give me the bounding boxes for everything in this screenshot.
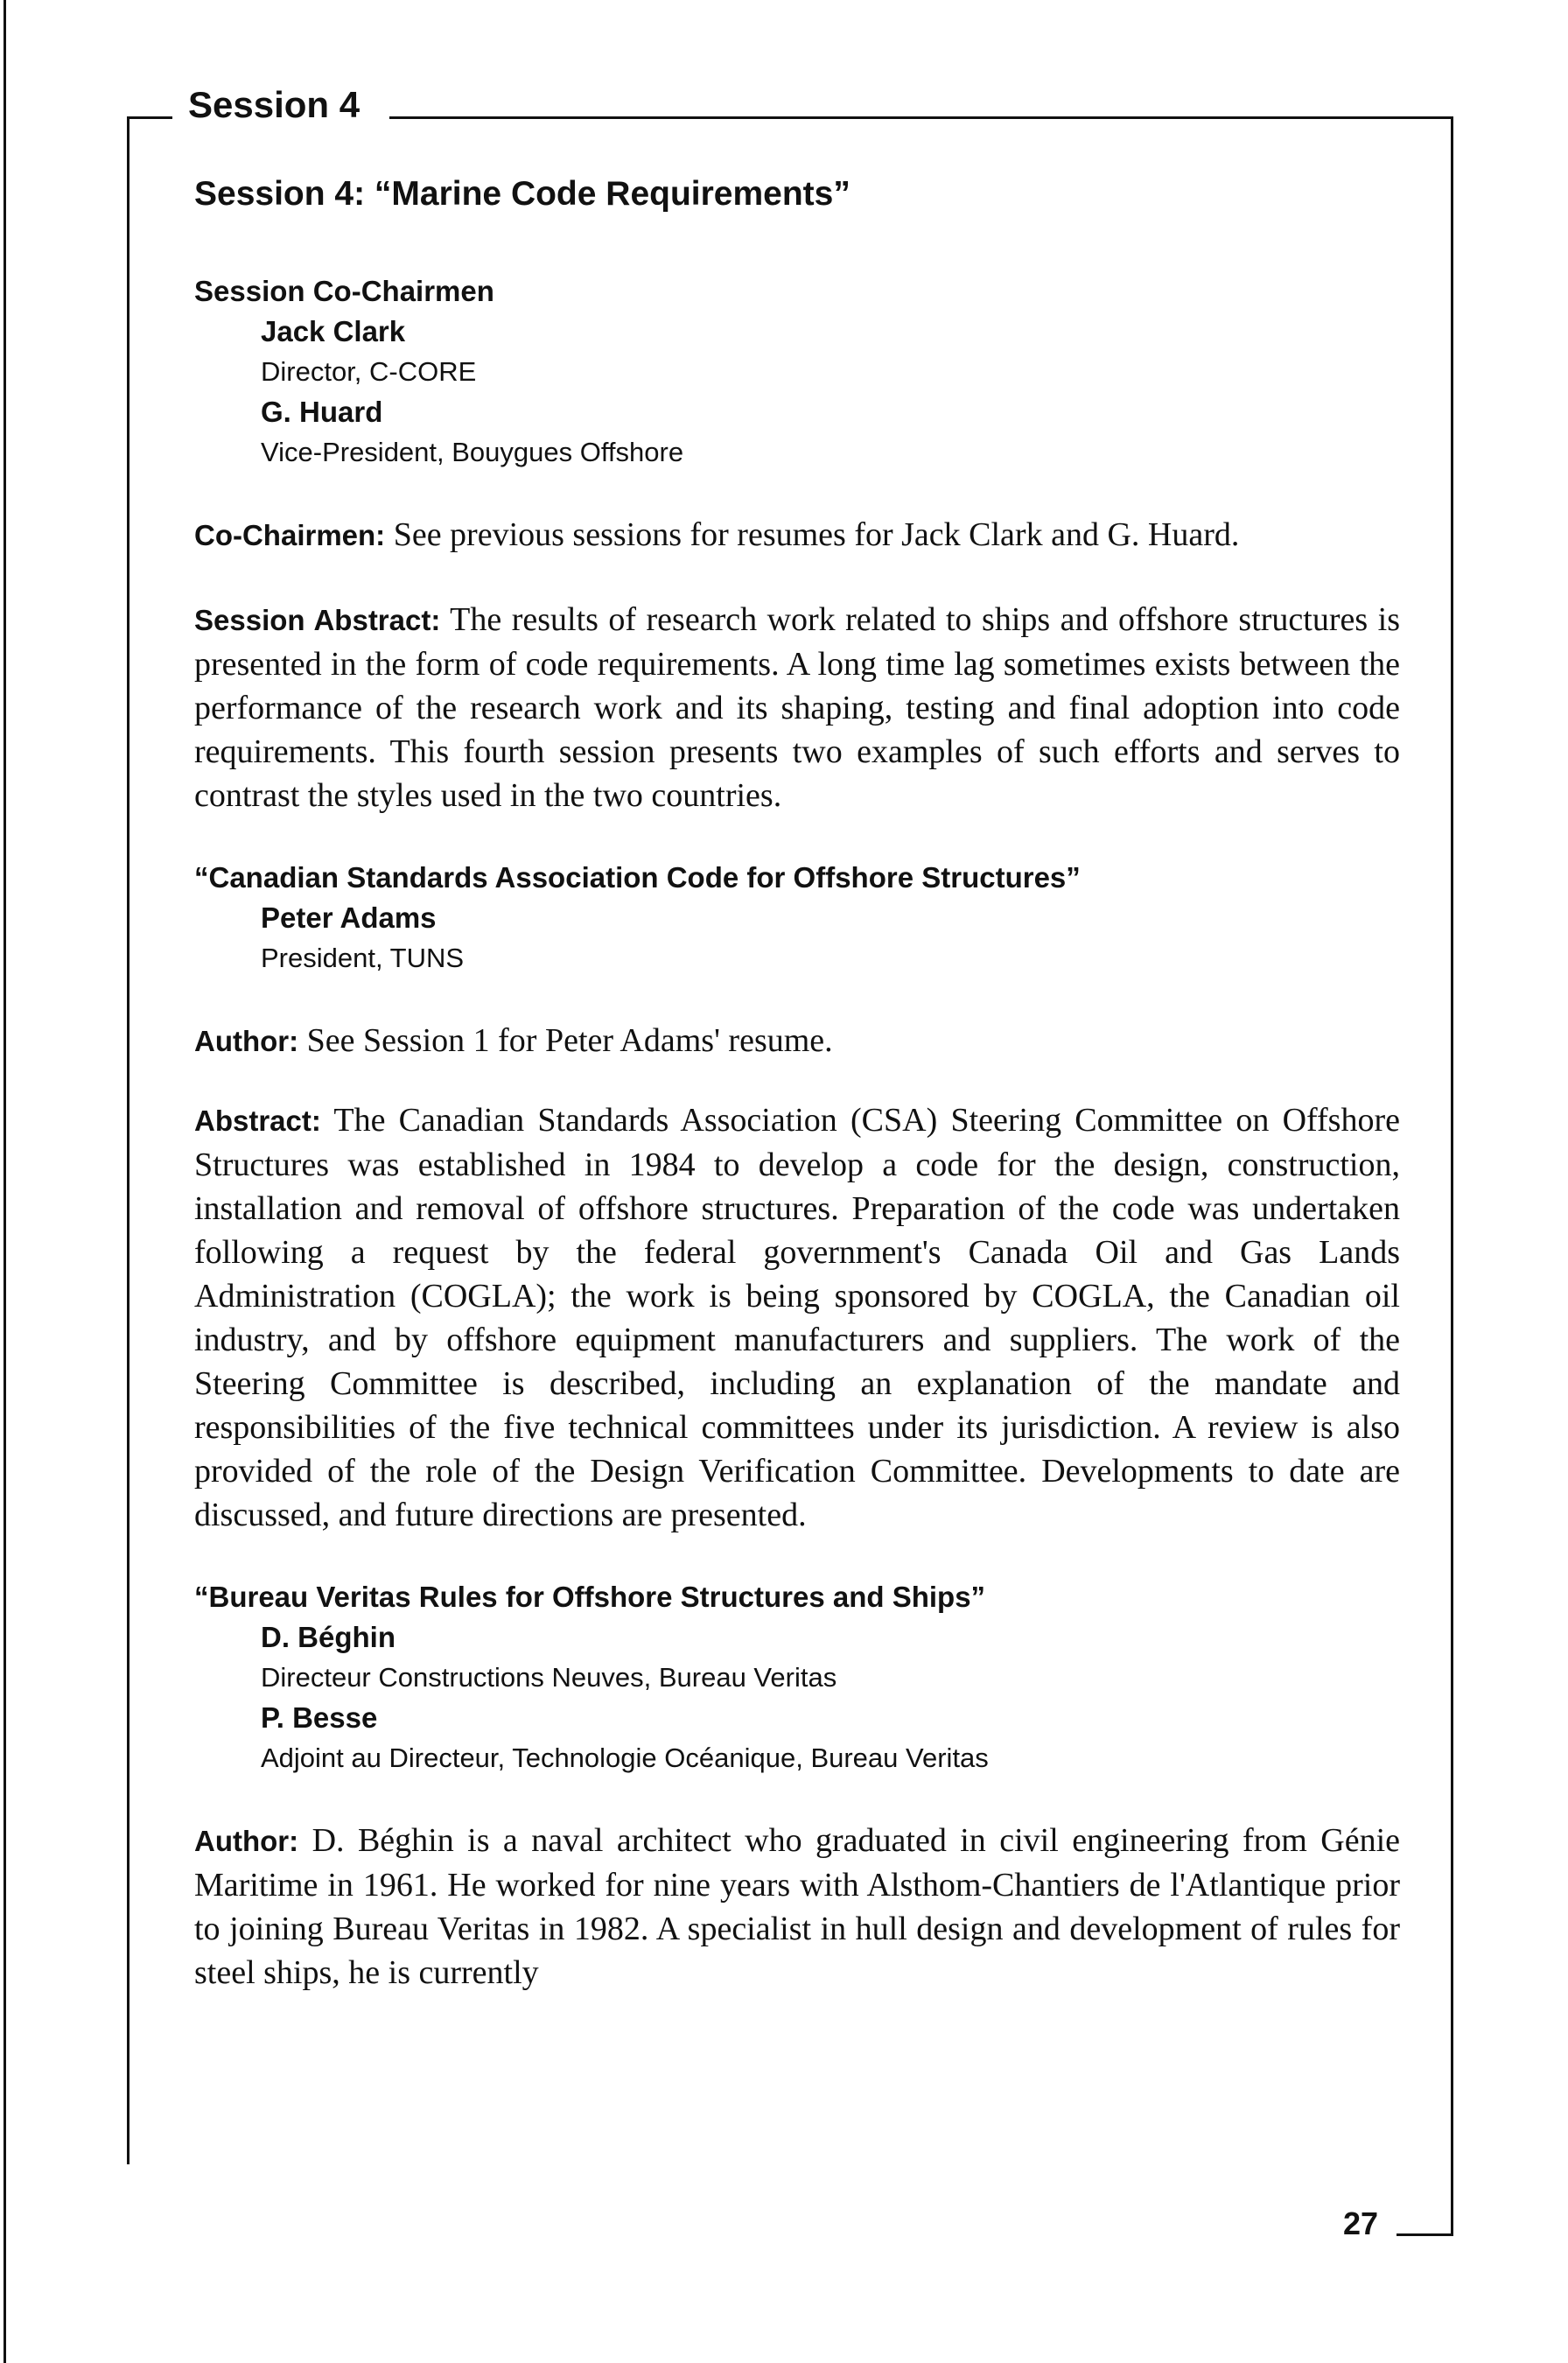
frame-top-right-line [389, 116, 1452, 119]
abstract-label: Abstract: [194, 1104, 321, 1137]
chair-name: G. Huard [261, 396, 383, 428]
session-abstract-label: Session Abstract: [194, 604, 441, 636]
paper-2-author-role: Adjoint au Directeur, Technologie Océanique, Bureau Veritas [261, 1742, 989, 1773]
session-header-label: Session 4 [188, 84, 360, 125]
co-chairs-block [194, 271, 1400, 473]
paper-1-title: “Canadian Standards Association Code for Offshore Structures” [194, 861, 1081, 894]
chair-role: Vice-President, Bouygues Offshore [261, 437, 684, 467]
frame-top-left-line [127, 116, 172, 119]
chair-name: Jack Clark [261, 315, 406, 347]
co-chairmen-note [194, 513, 1400, 557]
co-chairmen-text: See previous sessions for resumes for Jack Clark and G. Huard. [393, 516, 1240, 553]
paper-2-author-name: D. Béghin [261, 1621, 396, 1653]
chair-role: Director, C-CORE [261, 356, 477, 387]
co-chairs-heading: Session Co-Chairmen [194, 275, 494, 307]
author-text: See Session 1 for Peter Adams' resume. [306, 1022, 833, 1059]
session-abstract [194, 598, 1400, 817]
paper-2 [194, 1577, 1400, 1995]
page-number: 27 [1343, 2205, 1379, 2241]
paper-1 [194, 858, 1400, 1537]
page-edge-line [4, 0, 6, 2363]
paper-1-author-note [194, 1019, 1400, 1063]
paper-2-author-name: P. Besse [261, 1701, 378, 1734]
paper-2-author-role: Directeur Constructions Neuves, Bureau Veritas [261, 1662, 837, 1693]
abstract-text: The Canadian Standards Association (CSA) Steering Committee on Offshore Structures was established in 1984 to develop a code for the design, construction, installation and removal of offshore structures. Preparation of the code was undertaken following a request by the federal government's Canada Oil and Gas Lands Administration (COGLA); the work is being sponsored by COGLA, the Canadian oil industry, and by offshore equipment manufacturers and suppliers. The work of the Steering Committee is described, including an explanation of the mandate and responsibilities of the five technical committees under its jurisdiction. A review is also provided of the role of the Design Verification Committee. Developments to date are discussed, and future directions are presented. [194, 1102, 1400, 1533]
frame-right-line [1451, 116, 1453, 2236]
co-chairmen-label: Co-Chairmen: [194, 519, 386, 551]
session-title: Session 4: “Marine Code Requirements” [194, 175, 850, 213]
main-content [194, 175, 1400, 1995]
paper-1-author-role: President, TUNS [261, 943, 465, 973]
paper-1-abstract [194, 1098, 1400, 1537]
frame-bottom-line [1396, 2233, 1453, 2236]
frame-left-line [127, 116, 130, 2164]
author-text: D. Béghin is a naval architect who graduated in civil engineering from Génie Maritime in 1961. He worked for nine years with Alsthom-Chantiers de l'Atlantique prior to joining Bureau Veritas in 1982. A specialist in hull design and development of rules for steel ships, he is currently [194, 1822, 1401, 1991]
paper-1-author-name: Peter Adams [261, 901, 437, 934]
session-abstract-text: The results of research work related to ships and offshore structures is presented in the form of code requirements. A long time lag sometimes exists between the performance of the research work and its shaping, testing and final adoption into code requirements. This fourth session presents two examples of such efforts and serves to contrast the styles used in the two countries. [194, 601, 1400, 814]
author-label: Author: [194, 1025, 299, 1057]
paper-2-author-note [194, 1819, 1400, 1995]
author-label: Author: [194, 1825, 299, 1857]
paper-2-title: “Bureau Veritas Rules for Offshore Structures and Ships” [194, 1581, 986, 1613]
